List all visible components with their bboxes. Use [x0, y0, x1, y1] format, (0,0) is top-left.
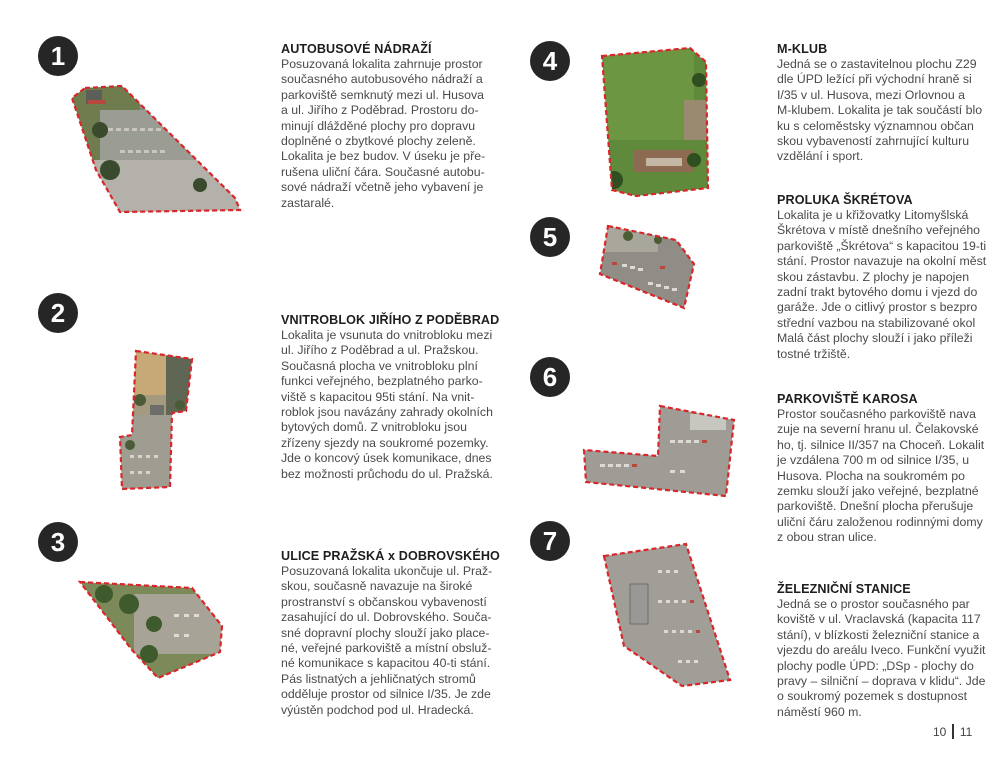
page-number-right: 11: [959, 724, 973, 739]
site-1-number: 1: [50, 40, 66, 71]
site-2-aerial-image: [100, 345, 210, 495]
site-3-title: ULICE PRAŽSKÁ x DOBROVSKÉHO: [281, 549, 500, 563]
site-2-title: VNITROBLOK JIŘÍHO Z PODĚBRAD: [281, 313, 500, 327]
site-1-title: AUTOBUSOVÉ NÁDRAŽÍ: [281, 42, 432, 56]
site-3-badge: [38, 522, 78, 562]
site-5-aerial-image: [598, 222, 702, 312]
site-2-number: 2: [50, 297, 66, 328]
site-3-description: [281, 549, 513, 718]
site-7-badge: [530, 521, 570, 561]
site-3-text: Posuzovaná lokalita ukončuje ul. Praž- skou, současně navazuje na široké prostranství s občanskou vybaveností zasahující do ul. Dobrovského. Souča- sné dopravní plochy slouží jako place- né, veřejné parkoviště a místní obsluž- né komunikace s kapacitou 40-ti stání. Pás listnatých a jehličnatých stromů odděluje prostor od silnice I/35. Je zde výústěn podchod pod ul. Hradecká.: [281, 564, 493, 717]
site-7-text: Jedná se o prostor současného par koviště v ul. Vraclavská (kapacita 117 stání), v blízkosti železniční stanice a vjezdu do areálu Iveco. Funkční využit plochy podle ÚPD: „DSp - plochy do pravy – silniční – doprava v klidu“. Jde o soukromý pozemek s dostupnost náměstí 960 m.: [777, 597, 986, 719]
site-5-badge: [530, 217, 570, 257]
site-7-aerial-image: [598, 540, 738, 690]
site-2-text: Lokalita je vsunuta do vnitrobloku mezi ul. Jiřího z Poděbrad a ul. Pražskou. Současná plocha ve vnitrobloku plní funkci veřejného, bezplatného parko- viště s kapacitou 95ti stání. Na vnit- roblok jsou navázány zahrady okolních bytových domů. Z vnitrobloku jsou zřízeny sjezdy na soukromé pozemky. Jde o koncový úsek komunikace, dnes bez možnosti průchodu do ul. Pražská.: [281, 328, 493, 481]
site-1-text: Posuzovaná lokalita zahrnuje prostor současného autobusového nádraží a parkoviště semknutý mezi ul. Husova a ul. Jiřího z Poděbrad. Prostoru do- minují dlážděné plochy pro dopravu doplněné o zbytkové plochy zeleně. Lokalita je bez budov. V úseku je pře- rušena uliční čára. Současné autobu- sové nádraží včetně jeho vybavení je zastaralé.: [281, 57, 486, 210]
site-2-badge: [38, 293, 78, 333]
site-7-title: ŽELEZNIČNÍ STANICE: [777, 582, 911, 596]
site-4-text: Jedná se o zastavitelnou plochu Z29 dle ÚPD ležící při východní hraně si I/35 v ul. Husova, mezi Orlovnou a M-klubem. Lokalita je tak součástí blo ku s celoměstsky významnou občan skou vybaveností zahrnující kulturu vzdělání i sport.: [777, 57, 983, 164]
site-2-description: [281, 313, 513, 482]
site-6-text: Prostor současného parkoviště nava zuje na severní hranu ul. Čelakovské ho, tj. silnice II/357 na Choceň. Lokalit je vzdálena 700 m od silnice I/35, u Husova. Plocha na soukromém po zemku slouží jako veřejné, bezplatné parkoviště. Dnešní plocha přerušuje uliční čáru založenou rodinnými domy z obou stran ulice.: [777, 407, 985, 545]
site-3-number: 3: [50, 526, 66, 557]
site-4-description: [777, 42, 1000, 165]
site-7-number: 7: [542, 525, 558, 556]
site-6-badge: [530, 357, 570, 397]
site-6-number: 6: [542, 361, 558, 392]
page-numbers: [933, 724, 972, 739]
site-1-description: [281, 42, 513, 211]
site-1-aerial-image: [60, 70, 250, 230]
site-6-aerial-image: [580, 400, 740, 500]
site-6-title: PARKOVIŠTĚ KAROSA: [777, 392, 918, 406]
site-3-aerial-image: [74, 574, 234, 684]
site-5-title: PROLUKA ŠKRÉTOVA: [777, 193, 913, 207]
site-4-title: M-KLUB: [777, 42, 828, 56]
page-number-left: 10: [933, 724, 947, 739]
site-7-description: [777, 582, 1000, 720]
site-4-number: 4: [542, 45, 558, 76]
site-5-number: 5: [542, 221, 558, 252]
site-5-text: Lokalita je u křižovatky Litomyšlská Škrétova v místě dnešního veřejného parkoviště „Škrétova“ s kapacitou 19-ti stání. Prostor navazuje na okolní měst skou zástavbu. Z plochy je napojen zadní trakt bytového domu i vjezd do garáže. Jde o citlivý prostor s bezpro střední vazbou na stabilizované okol Malá část plochy slouží i jako příleži tostné tržiště.: [777, 208, 987, 361]
site-4-badge: [530, 41, 570, 81]
site-5-description: [777, 193, 1000, 362]
site-6-description: [777, 392, 1000, 546]
site-4-aerial-image: [594, 40, 724, 200]
page-number-separator: [952, 724, 954, 739]
